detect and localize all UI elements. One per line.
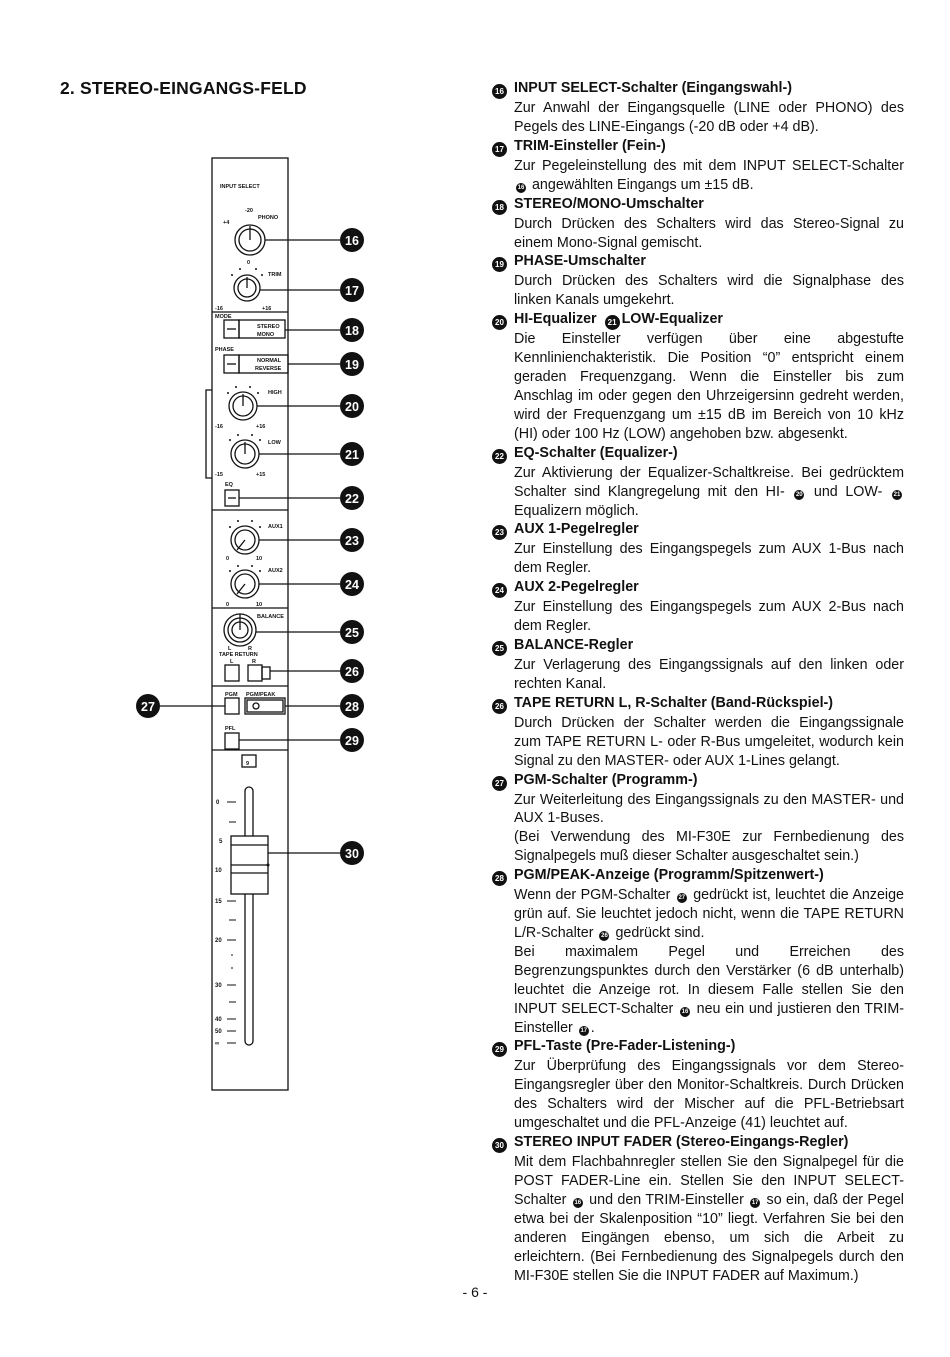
svg-text:21: 21 — [345, 448, 359, 462]
svg-text:LOW: LOW — [268, 440, 281, 446]
item-27 — [492, 771, 904, 867]
svg-text:18: 18 — [345, 324, 359, 338]
item-text: Bei maximalem Pegel und Erreichen des Begrenzungspunktes durch den Verstärker (6 dB unterhalb) leuchtet die Anzeige rot. In diesem Falle stellen Sie den INPUT SELECT-Schalter — [514, 943, 904, 1017]
ref-badge: 16 — [517, 184, 525, 191]
callout-19 — [340, 352, 364, 376]
callout-20 — [340, 394, 364, 418]
svg-text:10: 10 — [215, 868, 222, 874]
item-text: Die Einsteller verfügen über eine abgestufte Kennlinienchakteristik. Die Position “0” entspricht einem geraden Frequenzgang. Wenn die Einsteller bis zum Anschlag im oder gegen den Uhrzeigersinn gedreht werden, wird der Frequenzgang um ±15 dB im Bereich von 10 kHz (HI) oder 100 Hz (LOW) angehoben bzw. abgesenkt. — [514, 331, 904, 442]
svg-text:L: L — [230, 659, 234, 665]
number-badge: 22 — [492, 449, 507, 464]
item-heading: TAPE RETURN L, R-Schalter (Band-Rückspiel-) — [514, 694, 834, 711]
item-heading: AUX 2-Pegelregler — [514, 579, 639, 596]
ref-badge: 17 — [580, 1027, 588, 1034]
number-badge: 26 — [492, 699, 507, 714]
item-text: Zur Einstellung des Eingangspegels zum AUX 1-Bus nach dem Regler. — [514, 541, 904, 577]
item-22 — [492, 444, 904, 521]
svg-text:15: 15 — [215, 899, 222, 905]
item-18 — [492, 195, 904, 253]
callout-22 — [340, 486, 364, 510]
item-heading: AUX 1-Pegelregler — [514, 521, 639, 538]
svg-text:PHASE: PHASE — [215, 347, 234, 353]
fader-track — [245, 787, 253, 1045]
number-badge: 27 — [492, 776, 507, 791]
pgm-switch[interactable] — [225, 698, 239, 714]
number-badge: 17 — [492, 142, 507, 157]
svg-text:PGM: PGM — [225, 692, 238, 698]
section-title: 2. STEREO-EINGANGS-FELD — [60, 78, 307, 98]
svg-text:20: 20 — [345, 400, 359, 414]
svg-text:30: 30 — [215, 983, 222, 989]
callout-18 — [340, 318, 364, 342]
item-text: angewählten Eingangs um ±15 dB. — [531, 176, 754, 193]
svg-text:17: 17 — [345, 284, 359, 298]
callout-27 — [136, 694, 160, 718]
item-heading: STEREO INPUT FADER (Stereo-Eingangs-Regler) — [514, 1134, 849, 1151]
callout-25 — [340, 620, 364, 644]
item-text: Zur Weiterleitung des Eingangssignals zu den MASTER- und AUX 1-Buses. — [514, 791, 904, 827]
item-heading: STEREO/MONO-Umschalter — [514, 195, 704, 212]
item-heading: PGM/PEAK-Anzeige (Programm/Spitzenwert-) — [514, 867, 824, 884]
svg-text:16: 16 — [345, 234, 359, 248]
callout-26 — [340, 659, 364, 683]
item-text: Durch Drücken des Schalters wird das Stereo-Signal zu einem Mono-Signal gemischt. — [514, 215, 904, 251]
svg-text:5: 5 — [219, 839, 223, 845]
svg-text:20: 20 — [215, 938, 222, 944]
svg-text:REVERSE: REVERSE — [255, 366, 282, 372]
callout-29 — [340, 728, 364, 752]
tape-return-r-switch[interactable] — [248, 665, 262, 681]
svg-text:EQ: EQ — [225, 482, 233, 488]
svg-text:INPUT SELECT: INPUT SELECT — [220, 184, 260, 190]
svg-text:+4: +4 — [223, 220, 230, 226]
tape-return-l-switch[interactable] — [225, 665, 239, 681]
item-24 — [492, 578, 904, 636]
svg-text:9: 9 — [246, 761, 250, 767]
callout-30 — [340, 841, 364, 865]
number-badge: 16 — [492, 84, 507, 99]
item-heading: TRIM-Einsteller (Fein-) — [514, 137, 666, 154]
item-text: Durch Drücken des Schalters wird die Signalphase des linken Kanals umgekehrt. — [514, 273, 904, 309]
item-heading: INPUT SELECT-Schalter (Eingangswahl-) — [514, 80, 793, 96]
svg-text:HIGH: HIGH — [268, 390, 282, 396]
ref-badge: 27 — [678, 895, 686, 902]
svg-text:PFL: PFL — [225, 726, 236, 732]
svg-text:-16: -16 — [215, 424, 223, 430]
item-text: Durch Drücken der Schalter werden die Eingangssignale zum TAPE RETURN L- oder R-Bus umgeleitet, wodurch kein Signal zu den MASTER- oder AUX 1-Lines gelangt. — [514, 714, 904, 769]
description-list — [492, 79, 904, 1285]
item-19 — [492, 252, 904, 310]
svg-text:-15: -15 — [215, 472, 223, 478]
channel-strip-diagram — [0, 0, 480, 1110]
item-23 — [492, 520, 904, 578]
item-heading: PHASE-Umschalter — [514, 253, 646, 270]
item-25 — [492, 636, 904, 694]
number-badge: 28 — [492, 871, 507, 886]
callout-23 — [340, 528, 364, 552]
svg-text:0: 0 — [247, 260, 251, 266]
page-number: - 6 - — [462, 1284, 488, 1300]
item-text: neu ein und justieren den TRIM-Einsteller — [514, 1000, 904, 1036]
svg-text:-16: -16 — [215, 306, 223, 312]
item-text: und LOW- — [813, 483, 883, 500]
number-badge: 19 — [492, 257, 507, 272]
svg-text:25: 25 — [345, 626, 359, 640]
item-text: gedrückt sind. — [615, 925, 705, 941]
item-26 — [492, 694, 904, 771]
item-text: . — [590, 1019, 595, 1036]
number-badge: 21 — [605, 315, 620, 330]
svg-text:10: 10 — [256, 602, 263, 608]
ref-badge: 17 — [751, 1199, 759, 1206]
svg-text:TAPE RETURN: TAPE RETURN — [219, 652, 258, 658]
ref-badge: 21 — [893, 491, 901, 498]
svg-text:BALANCE: BALANCE — [257, 614, 284, 620]
number-badge: 23 — [492, 525, 507, 540]
svg-text:MODE: MODE — [215, 314, 232, 320]
svg-text:0: 0 — [216, 800, 220, 806]
item-text: Equalizern möglich. — [514, 502, 639, 519]
svg-text:AUX2: AUX2 — [268, 568, 283, 574]
svg-text:23: 23 — [345, 534, 359, 548]
svg-text:L: L — [228, 646, 232, 652]
number-badge: 25 — [492, 641, 507, 656]
item-text: Zur Aktivierung der Equalizer-Schaltkreise. Bei gedrücktem Schalter sind Klangregelung mit den HI- — [514, 464, 904, 500]
svg-text:10: 10 — [256, 556, 263, 562]
item-heading: PGM-Schalter (Programm-) — [514, 771, 698, 788]
item-16 — [492, 79, 904, 137]
item-text: Zur Einstellung des Eingangspegels zum AUX 2-Bus nach dem Regler. — [514, 599, 904, 635]
item-text: Zur Verlagerung des Eingangssignals auf den linken oder rechten Kanal. — [514, 657, 904, 692]
svg-text:+15: +15 — [256, 472, 266, 478]
number-badge: 20 — [492, 315, 507, 330]
svg-text:STEREO: STEREO — [257, 324, 280, 330]
item-heading: EQ-Schalter (Equalizer-) — [514, 444, 678, 461]
svg-text:29: 29 — [345, 734, 359, 748]
svg-text:R: R — [252, 659, 256, 665]
ref-badge: 20 — [795, 491, 803, 498]
svg-text:-20: -20 — [245, 208, 253, 214]
callout-28 — [340, 694, 364, 718]
item-text: Mit dem Flachbahnregler stellen Sie den Signalpegel für die POST FADER-Line ein. Stellen Sie den INPUT SELECT-Schalter — [514, 1154, 904, 1208]
item-text: so ein, daß der Pegel etwa bei der Skalenposition “10” liegt. Verfahren Sie bei den anderen Eingängen ebenso, um sich die Arbeit zu erleichtern. (Bei Fernbedienung des Signalpegels durch den MI-F30E stellen Sie die INPUT FADER auf Maximum.) — [514, 1191, 904, 1284]
ref-badge: 16 — [574, 1199, 582, 1206]
svg-text:PGM/PEAK: PGM/PEAK — [246, 692, 276, 698]
svg-text:19: 19 — [345, 358, 359, 372]
item-text: und den TRIM-Einsteller — [589, 1191, 744, 1208]
svg-text:TRIM: TRIM — [268, 272, 282, 278]
item-text: Zur Anwahl der Eingangsquelle (LINE oder PHONO) des Pegels des LINE-Eingangs (-20 dB oder +4 dB). — [514, 100, 904, 135]
callout-24 — [340, 572, 364, 596]
callout-21 — [340, 442, 364, 466]
item-text: gedrückt ist, leuchtet die Anzeige grün auf. Sie leuchtet jedoch nicht, wenn die TAPE RETURN L/R-Schalter — [514, 887, 904, 941]
svg-text:0: 0 — [226, 602, 230, 608]
number-badge: 30 — [492, 1138, 507, 1153]
svg-text:+16: +16 — [262, 306, 272, 312]
svg-text:PHONO: PHONO — [258, 215, 279, 221]
number-badge: 18 — [492, 200, 507, 215]
callout-badges — [136, 228, 364, 865]
pfl-switch[interactable] — [225, 733, 239, 749]
item-30 — [492, 1133, 904, 1285]
svg-text:+16: +16 — [256, 424, 266, 430]
item-29 — [492, 1037, 904, 1133]
svg-text:R: R — [248, 646, 252, 652]
item-heading: PFL-Taste (Pre-Fader-Listening-) — [514, 1038, 736, 1055]
ref-badge: 16 — [681, 1008, 689, 1015]
item-text: Zur Pegeleinstellung des mit dem INPUT SELECT-Schalter — [514, 157, 904, 174]
svg-text:AUX1: AUX1 — [268, 524, 283, 530]
svg-text:NORMAL: NORMAL — [257, 358, 282, 364]
item-text: Wenn der PGM-Schalter — [514, 887, 671, 904]
item-text: (Bei Verwendung des MI-F30E zur Fernbedienung des Signalpegels muß dieser Schalter ausgeschaltet sein.) — [514, 829, 904, 865]
svg-text:40: 40 — [215, 1017, 222, 1023]
svg-text:26: 26 — [345, 665, 359, 679]
svg-text:0: 0 — [226, 556, 230, 562]
item-text: Zur Überprüfung des Eingangssignals vor dem Stereo-Eingangsregler über den Monitor-Schaltkreis. Durch Drücken des Schalters wird der Mischer auf die PFL-Betriebsart umgeschaltet und die PFL-Anzeige (41) leuchtet auf. — [514, 1058, 904, 1132]
svg-text:22: 22 — [345, 492, 359, 506]
callout-16 — [340, 228, 364, 252]
item-heading: HI-Equalizer — [514, 311, 597, 328]
svg-text:27: 27 — [141, 700, 155, 714]
svg-text:MONO: MONO — [257, 332, 275, 338]
item-28 — [492, 866, 904, 1037]
callout-17 — [340, 278, 364, 302]
number-badge: 29 — [492, 1042, 507, 1057]
number-badge: 24 — [492, 583, 507, 598]
svg-text:50: 50 — [215, 1029, 222, 1035]
item-heading: LOW-Equalizer — [621, 311, 723, 328]
item-20-21 — [492, 310, 904, 443]
item-17 — [492, 137, 904, 195]
svg-text:24: 24 — [345, 578, 359, 592]
svg-text:28: 28 — [345, 700, 359, 714]
svg-text:30: 30 — [345, 847, 359, 861]
ref-badge: 26 — [601, 933, 608, 939]
svg-text:∞: ∞ — [215, 1041, 220, 1047]
item-heading: BALANCE-Regler — [514, 637, 634, 654]
